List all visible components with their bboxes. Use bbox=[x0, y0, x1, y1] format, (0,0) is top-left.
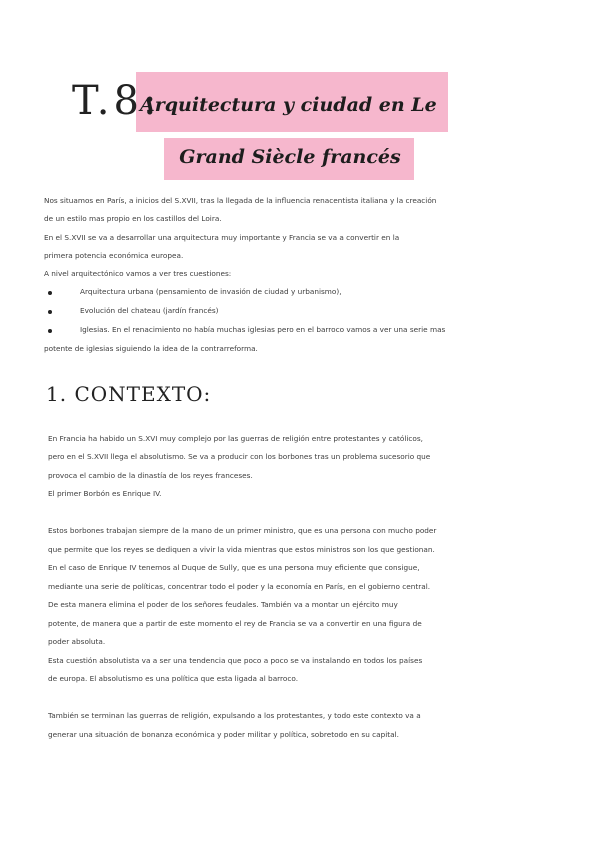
intro-line: En el S.XVII se va a desarrollar una arquitectura muy importante y Francia se va a convertir en la bbox=[44, 233, 400, 242]
paragraph-line: provoca el cambio de la dinastía de los reyes franceses. bbox=[48, 471, 253, 480]
paragraph-line: de europa. El absolutismo es una política que esta ligada al barroco. bbox=[48, 674, 299, 683]
title-line-2: Grand Siècle francés bbox=[179, 146, 401, 168]
paragraph-line: mediante una serie de políticas, concentrar todo el poder y la economía en París, en el gobierno central. bbox=[48, 582, 431, 591]
paragraph-line: potente, de manera que a partir de este momento el rey de Francia se va a convertir en una figura de bbox=[48, 619, 422, 628]
paragraph-line: En Francia ha habido un S.XVI muy complejo por las guerras de religión entre protestantes y católicos, bbox=[48, 434, 424, 443]
bullet-dot bbox=[48, 291, 52, 295]
topic-number: T.8: bbox=[72, 78, 161, 124]
intro-line: Nos situamos en París, a inicios del S.XVII, tras la llegada de la influencia renacentista italiana y la creación bbox=[44, 196, 437, 205]
paragraph-line: Estos borbones trabajan siempre de la mano de un primer ministro, que es una persona con mucho poder bbox=[48, 526, 437, 535]
bullet-dot bbox=[48, 310, 52, 314]
paragraph-line: Esta cuestión absolutista va a ser una tendencia que poco a poco se va instalando en todos los países bbox=[48, 656, 423, 665]
paragraph-line: También se terminan las guerras de religión, expulsando a los protestantes, y todo este contexto va a bbox=[48, 711, 421, 720]
intro-line: potente de iglesias siguiendo la idea de la contrarreforma. bbox=[44, 344, 258, 353]
bullet-item: Arquitectura urbana (pensamiento de invasión de ciudad y urbanismo), bbox=[80, 287, 342, 296]
paragraph-line: De esta manera elimina el poder de los señores feudales. También va a montar un ejército muy bbox=[48, 600, 398, 609]
bullet-item: Evolución del chateau (jardín francés) bbox=[80, 306, 219, 315]
bullet-dot bbox=[48, 329, 52, 333]
paragraph-line: pero en el S.XVII llega el absolutismo. Se va a producir con los borbones tras un problema sucesorio que bbox=[48, 452, 431, 461]
title-line-1: Arquitectura y ciudad en Le bbox=[140, 94, 437, 116]
paragraph-line: En el caso de Enrique IV tenemos al Duque de Sully, que es una persona muy eficiente que consigue, bbox=[48, 563, 420, 572]
paragraph-line: generar una situación de bonanza económica y poder militar y política, sobretodo en su capital. bbox=[48, 730, 399, 739]
paragraph-line: El primer Borbón es Enrique IV. bbox=[48, 489, 162, 498]
intro-line: de un estilo mas propio en los castillos del Loira. bbox=[44, 214, 222, 223]
paragraph-line: poder absoluta. bbox=[48, 637, 106, 646]
bullet-item: Iglesias. En el renacimiento no había muchas iglesias pero en el barroco vamos a ver una serie mas bbox=[80, 325, 446, 334]
paragraph-line: que permite que los reyes se dediquen a vivir la vida mientras que estos ministros son los que gestionan. bbox=[48, 545, 435, 554]
section-heading: 1. CONTEXTO: bbox=[46, 382, 212, 406]
intro-line: A nivel arquitectónico vamos a ver tres cuestiones: bbox=[44, 269, 232, 278]
intro-line: primera potencia económica europea. bbox=[44, 251, 184, 260]
